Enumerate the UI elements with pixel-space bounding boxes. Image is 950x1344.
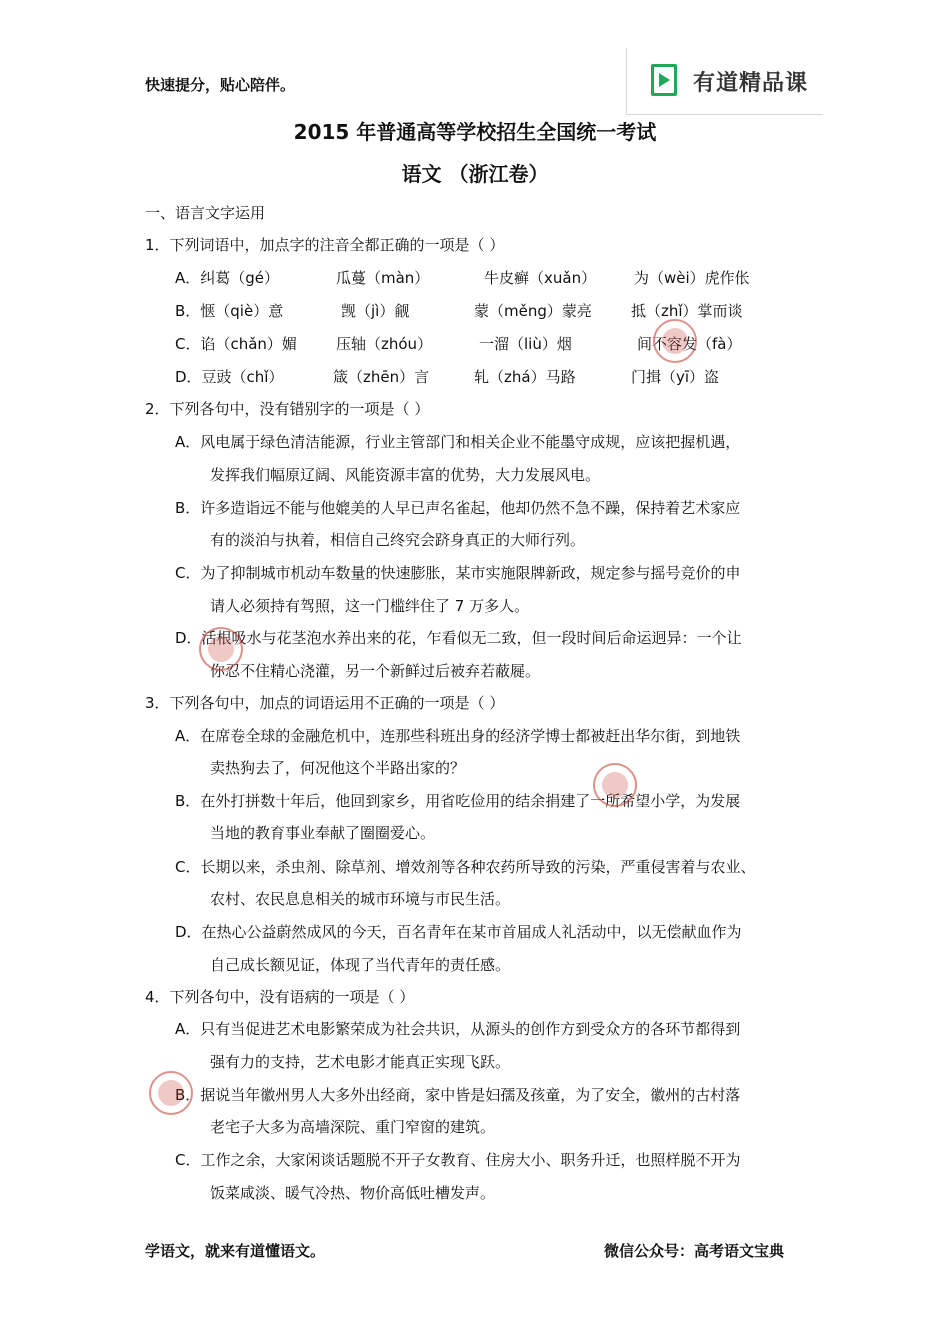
question-3-stem: 3．下列各句中，加点的词语运用不正确的一项是（ ） xyxy=(145,694,505,712)
question-2-option-text: 你忍不住精心浇灌，另一个新鲜过后被弃若蔽屣。 xyxy=(210,662,541,680)
option-cell: 箴（zhēn）言 xyxy=(333,368,430,386)
watermark-stamp-icon xyxy=(652,318,698,364)
question-2-option-text: C．为了抑制城市机动车数量的快速膨胀，某市实施限牌新政，规定参与摇号竞价的申 xyxy=(175,564,741,582)
footer-left-text: 学语文，就来有道懂语文。 xyxy=(145,1242,326,1260)
question-3-option-text: 农村、农民息息相关的城市环境与市民生活。 xyxy=(210,890,511,908)
watermark-stamp-icon xyxy=(148,1070,194,1116)
question-3-option-text: D．在热心公益蔚然成风的今天，百名青年在某市首届成人礼活动中，以无偿献血作为 xyxy=(175,923,742,941)
exam-title: 2015 年普通高等学校招生全国统一考试 xyxy=(293,120,657,144)
question-3-option-text: B．在外打拼数十年后，他回到家乡，用省吃俭用的结余捐建了一所希望小学，为发展 xyxy=(175,792,741,810)
option-cell: 蒙（měng）蒙亮 xyxy=(474,302,592,320)
option-cell: C．谄（chǎn）媚 xyxy=(175,335,297,353)
question-4-option-text: 强有力的支持，艺术电影才能真正实现飞跃。 xyxy=(210,1053,511,1071)
option-cell: 轧（zhá）马路 xyxy=(474,368,576,386)
section-heading: 一、语言文字运用 xyxy=(145,204,266,222)
question-2-option-text: 发挥我们幅原辽阔、风能资源丰富的优势，大力发展风电。 xyxy=(210,466,601,484)
question-3-option-text: 卖热狗去了，何况他这个半路出家的？ xyxy=(210,759,466,777)
option-cell: A．纠葛（gé） xyxy=(175,269,280,287)
question-2-option-text: 有的淡泊与执着，相信自己终究会跻身真正的大师行列。 xyxy=(210,531,586,549)
option-cell: 为（wèi）虎作伥 xyxy=(634,269,750,287)
option-cell: D．豆豉（chǐ） xyxy=(175,368,284,386)
option-cell: 牛皮癣（xuǎn） xyxy=(484,269,597,287)
question-4-option-text: C．工作之余，大家闲谈话题脱不开子女教育、住房大小、职务升迁，也照样脱不开为 xyxy=(175,1151,741,1169)
question-1-stem: 1．下列词语中，加点字的注音全都正确的一项是（ ） xyxy=(145,236,505,254)
question-2-stem: 2．下列各句中，没有错别字的一项是（ ） xyxy=(145,400,430,418)
question-2-option-text: B．许多造诣远不能与他媲美的人早已声名雀起，他却仍然不急不躁，保持着艺术家应 xyxy=(175,499,741,517)
question-4-option-text: A．只有当促进艺术电影繁荣成为社会共识，从源头的创作方到受众方的各环节都得到 xyxy=(175,1020,741,1038)
footer-right-text: 微信公众号：高考语文宝典 xyxy=(604,1242,785,1260)
brand-block xyxy=(626,48,823,115)
question-4-option-text: 饭菜咸淡、暖气冷热、物价高低吐槽发声。 xyxy=(210,1184,496,1202)
brand-name: 有道精品课 xyxy=(693,71,809,96)
option-cell: B．惬（qiè）意 xyxy=(175,302,284,320)
question-3-option-text: 当地的教育事业奉献了圈圈爱心。 xyxy=(210,824,436,842)
header-slogan: 快速提分，贴心陪伴。 xyxy=(145,76,296,94)
option-cell: 门揖（yī）盗 xyxy=(631,368,720,386)
option-cell: 瓜蔓（màn） xyxy=(336,269,430,287)
question-2-option-text: D．活根吸水与花茎泡水养出来的花，乍看似无二致，但一段时间后命运迥异：一个让 xyxy=(175,629,742,647)
question-2-option-text: A．风电属于绿色清洁能源，行业主管部门和相关企业不能墨守成规，应该把握机遇， xyxy=(175,433,741,451)
play-logo-icon xyxy=(651,64,677,96)
exam-subtitle: 语文 （浙江卷） xyxy=(401,162,549,186)
watermark-stamp-icon xyxy=(592,762,638,808)
watermark-stamp-icon xyxy=(198,626,244,672)
question-4-option-text: 老宅子大多为高墙深院、重门窄窗的建筑。 xyxy=(210,1118,496,1136)
question-3-option-text: A．在席卷全球的金融危机中，连那些科班出身的经济学博士都被赶出华尔街，到地铁 xyxy=(175,727,741,745)
option-cell: 一溜（liù）烟 xyxy=(479,335,572,353)
question-4-option-text: B．据说当年徽州男人大多外出经商，家中皆是妇孺及孩童，为了安全，徽州的古村落 xyxy=(175,1086,741,1104)
option-cell: 觊（jì）觎 xyxy=(341,302,410,320)
option-cell: 间不容发（fà） xyxy=(637,335,742,353)
question-2-option-text: 请人必须持有驾照，这一门槛绊住了 7 万多人。 xyxy=(210,597,530,615)
option-cell: 抵（zhǐ）掌而谈 xyxy=(631,302,743,320)
question-3-option-text: C．长期以来，杀虫剂、除草剂、增效剂等各种农药所导致的污染，严重侵害着与农业、 xyxy=(175,858,756,876)
question-3-option-text: 自己成长额见证，体现了当代青年的责任感。 xyxy=(210,956,511,974)
option-cell: 压轴（zhóu） xyxy=(336,335,433,353)
question-4-stem: 4．下列各句中，没有语病的一项是（ ） xyxy=(145,988,415,1006)
